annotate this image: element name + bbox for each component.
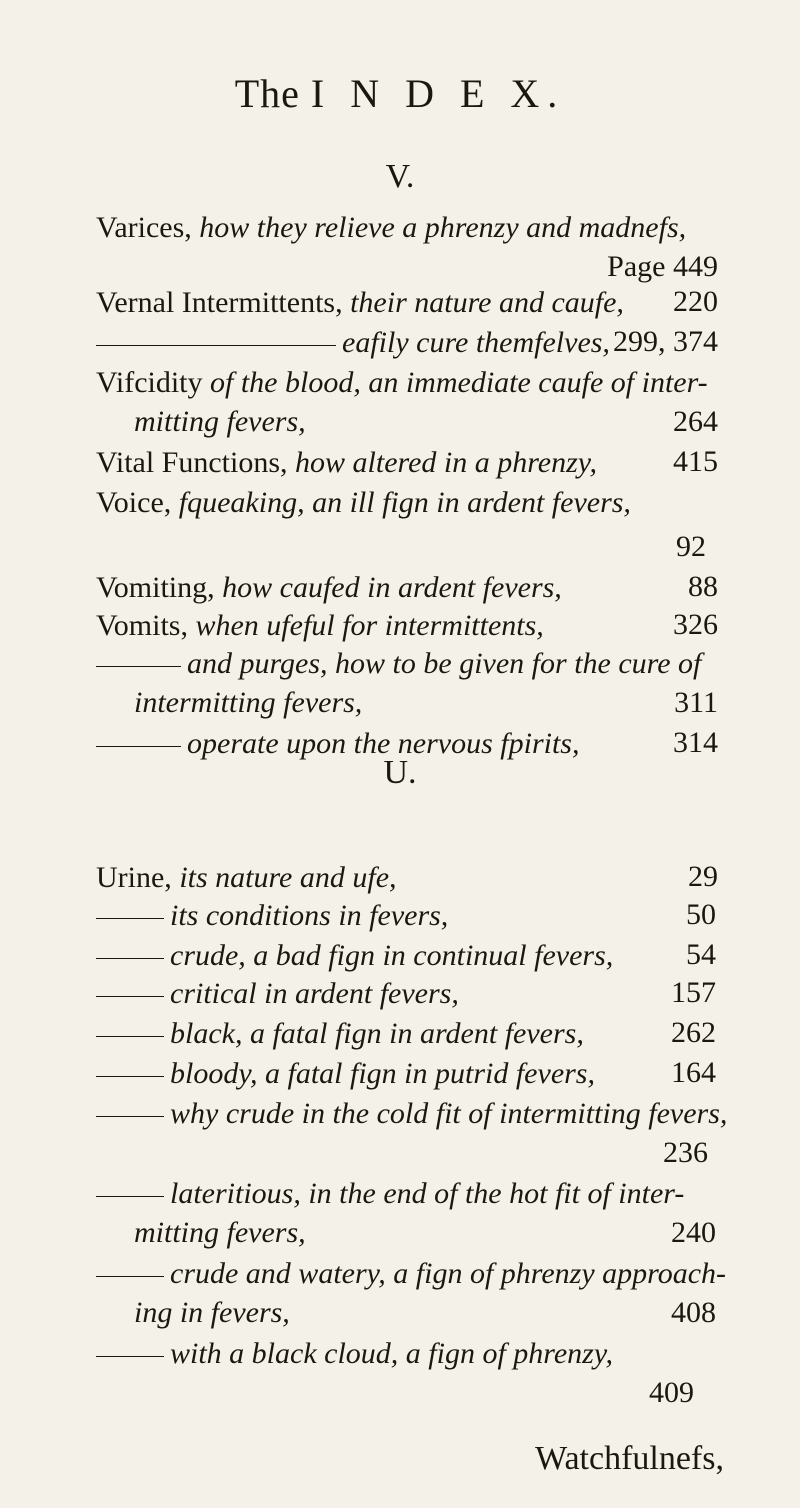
catchword: Watchfulnefs, (535, 1440, 724, 1477)
index-entry (96, 726, 716, 762)
entry-page-number: 92 (676, 530, 706, 563)
section-letter-u: U. (383, 754, 417, 791)
ditto-rule (96, 918, 164, 919)
index-entry (96, 860, 716, 896)
ditto-rule (96, 746, 181, 747)
entry-page-number: 240 (671, 1216, 716, 1249)
entry-continuation: ing in fevers, (134, 1296, 290, 1329)
entry-page-number: 299, 374 (613, 325, 718, 358)
entry-description: its nature and ufe, (179, 861, 397, 894)
entry-page-number: 311 (674, 686, 718, 719)
entry-page-number: 326 (673, 608, 718, 641)
entry-page-number: 264 (673, 405, 718, 438)
entry-description: operate upon the nervous fpirits, (187, 727, 580, 760)
entry-description: their nature and caufe, (350, 286, 624, 319)
header-index: I N D E X. (310, 71, 566, 116)
index-entry (96, 898, 716, 934)
index-entry (96, 1056, 716, 1092)
entry-headword: Vomits, (96, 609, 196, 642)
entry-page-number: 164 (671, 1056, 716, 1089)
entry-page-number: 29 (688, 860, 718, 893)
index-entry (96, 1336, 716, 1372)
index-entry (96, 976, 716, 1012)
entry-description: with a black cloud, a fign of phrenzy, (170, 1337, 614, 1370)
ditto-rule (96, 1196, 164, 1197)
entry-description: how they relieve a phrenzy and madnefs, (199, 211, 687, 244)
entry-page-number: 408 (671, 1296, 716, 1329)
ditto-rule (96, 345, 336, 346)
index-entry (96, 485, 716, 521)
index-entry (96, 210, 716, 246)
entry-description: why crude in the cold fit of intermitting fevers, (170, 1097, 728, 1130)
index-entry (96, 1176, 716, 1212)
entry-page-number: 50 (686, 898, 716, 931)
entry-description: eafily cure themfelves, (342, 326, 610, 359)
entry-page-number: 88 (688, 570, 718, 603)
entry-page-number: 262 (671, 1016, 716, 1049)
index-entry (96, 1256, 727, 1292)
entry-description: fqueaking, an ill fign in ardent fevers, (178, 486, 631, 519)
entry-continuation: mitting fevers, (134, 405, 306, 438)
entry-page-number: 409 (649, 1376, 694, 1409)
entry-headword: Vomiting, (96, 571, 223, 604)
ditto-rule (96, 1076, 164, 1077)
entry-description: crude and watery, a fign of phrenzy approach- (170, 1257, 727, 1290)
entry-description: critical in ardent fevers, (170, 977, 459, 1010)
entry-description: how altered in a phrenzy, (295, 446, 597, 479)
entry-headword: Voice, (96, 486, 179, 519)
index-entry (96, 646, 716, 682)
entry-headword: Vernal Intermittents, (96, 286, 351, 319)
page-header (0, 70, 800, 117)
entry-headword: Urine, (96, 861, 180, 894)
ditto-rule (96, 996, 164, 997)
ditto-rule (96, 1036, 164, 1037)
ditto-rule (96, 1276, 164, 1277)
entry-page-number: 236 (663, 1136, 708, 1169)
entry-headword: Varices, (96, 211, 200, 244)
entry-continuation: mitting fevers, (134, 1216, 306, 1249)
entry-page-number: 54 (686, 938, 716, 971)
section-letter-v: V. (385, 158, 415, 195)
entry-page-number: Page 449 (607, 250, 718, 283)
entry-description: of the blood, an immediate caufe of inter- (210, 366, 708, 399)
entry-description: its conditions in fevers, (170, 899, 449, 932)
index-entry (96, 938, 716, 974)
index-entry (96, 365, 716, 401)
entry-headword: Vifcidity (96, 366, 211, 399)
entry-description: crude, a bad fign in continual fevers, (170, 939, 614, 972)
entry-description: when ufeful for intermittents, (195, 609, 544, 642)
ditto-rule (96, 1116, 164, 1117)
entry-description: black, a fatal fign in ardent fevers, (170, 1017, 584, 1050)
index-entry (96, 570, 716, 606)
index-entry (96, 1096, 728, 1132)
entry-description: bloody, a fatal fign in putrid fevers, (170, 1057, 595, 1090)
entry-description: lateritious, in the end of the hot fit of inter- (170, 1177, 685, 1210)
entry-page-number: 157 (671, 976, 716, 1009)
entry-description: and purges, how to be given for the cure of (187, 647, 702, 680)
ditto-rule (96, 666, 181, 667)
index-entry (96, 445, 716, 481)
header-the: The (234, 71, 300, 116)
entry-headword: Vital Functions, (96, 446, 296, 479)
ditto-rule (96, 1356, 164, 1357)
index-entry (96, 285, 716, 321)
index-entry (96, 608, 716, 644)
entry-page-number: 314 (673, 726, 718, 759)
entry-continuation: intermitting fevers, (134, 686, 363, 719)
index-entry (96, 1016, 716, 1052)
entry-description: how caufed in ardent fevers, (222, 571, 562, 604)
ditto-rule (96, 958, 164, 959)
entry-page-number: 415 (673, 445, 718, 478)
entry-page-number: 220 (673, 285, 718, 318)
